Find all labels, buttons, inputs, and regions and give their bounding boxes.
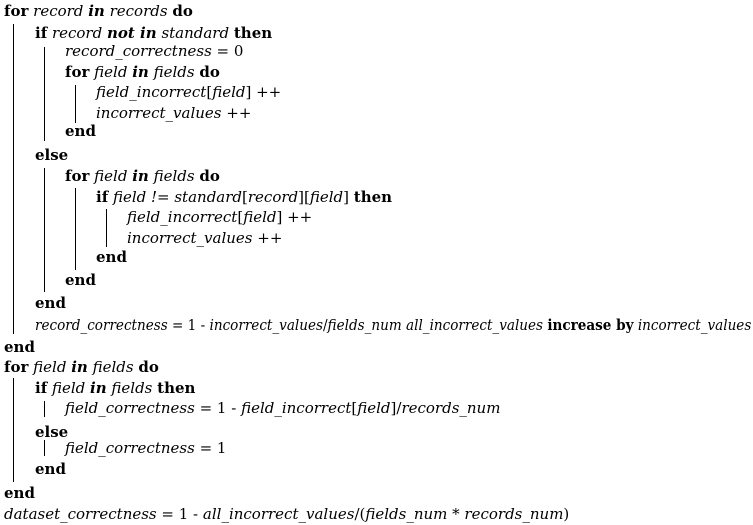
variable: field_incorrect: [241, 399, 352, 417]
block-bar-for-field-1: [75, 85, 76, 123]
operator-text: = 1: [194, 439, 227, 457]
variable: field: [94, 167, 128, 185]
variable: fields_num: [365, 505, 448, 523]
block-bar-if-field-2: [44, 401, 45, 417]
operator-text: ++: [252, 229, 283, 247]
algo-line: [65, 121, 96, 141]
algo-line: [65, 62, 220, 82]
keyword: then: [233, 24, 273, 42]
operator-text: ): [563, 505, 570, 523]
keyword: if: [35, 24, 48, 42]
block-bar-for-field-2: [75, 188, 76, 270]
variable: fields: [153, 63, 195, 81]
variable: fields: [153, 167, 195, 185]
operator-text: = 1 -: [194, 399, 242, 417]
keyword: do: [199, 167, 220, 185]
keyword: not in: [106, 24, 157, 42]
block-bar-else-2: [44, 440, 45, 456]
variable: incorrect_values: [209, 316, 323, 334]
block-bar-if-record: [44, 47, 45, 141]
operator-text: /: [322, 316, 328, 334]
variable: field: [243, 208, 277, 226]
keyword: then: [157, 379, 196, 397]
block-bar-if-field: [106, 209, 107, 247]
keyword: in: [132, 167, 149, 185]
keyword: end: [65, 122, 96, 140]
algo-line: [35, 23, 272, 43]
keyword: end: [35, 294, 66, 312]
keyword: increase by: [547, 316, 634, 334]
algo-line: [96, 187, 392, 207]
variable: field: [112, 188, 147, 206]
keyword: do: [138, 358, 159, 376]
variable: record_correctness: [35, 316, 168, 334]
algo-line: [4, 1, 193, 21]
operator-text: ]/: [390, 399, 402, 417]
operator-text: = 0: [211, 42, 244, 60]
variable: records_num: [401, 399, 501, 417]
keyword: do: [199, 63, 220, 81]
algo-line: [65, 41, 243, 61]
variable: record: [247, 188, 299, 206]
operator-text: ++: [221, 104, 252, 122]
algo-line: [35, 293, 66, 313]
variable: field: [309, 188, 344, 206]
algo-line: [65, 398, 500, 418]
algo-line: [127, 228, 282, 248]
keyword: if: [35, 379, 48, 397]
variable: records: [109, 2, 168, 20]
keyword: end: [4, 484, 35, 502]
algo-line: [35, 422, 68, 442]
block-bar-else: [44, 168, 45, 292]
operator-text: [: [237, 208, 244, 226]
keyword: for: [4, 2, 29, 20]
algo-line: [35, 378, 195, 398]
keyword: else: [35, 146, 69, 164]
variable: field_correctness: [65, 439, 195, 457]
block-bar-for-field-3: [13, 378, 14, 482]
variable: incorrect_values: [637, 316, 752, 334]
variable: standard: [174, 188, 243, 206]
keyword: else: [35, 423, 69, 441]
operator-text: /(: [354, 505, 366, 523]
algo-line: [65, 270, 96, 290]
variable: records_num: [464, 505, 564, 523]
algo-line: [127, 207, 312, 227]
variable: fields_num: [327, 316, 402, 334]
keyword: end: [96, 248, 127, 266]
algo-line: [4, 483, 35, 503]
variable: all_incorrect_values: [406, 316, 544, 334]
keyword: do: [172, 2, 193, 20]
keyword: for: [4, 358, 29, 376]
operator-text: = 1 -: [156, 505, 203, 523]
variable: !=: [146, 188, 175, 206]
keyword: then: [353, 188, 393, 206]
variable: standard: [161, 24, 230, 42]
keyword: for: [65, 63, 90, 81]
variable: fields: [111, 379, 153, 397]
algo-line: [4, 337, 35, 357]
algo-line: [35, 145, 68, 165]
variable: field_incorrect: [96, 83, 207, 101]
keyword: end: [4, 338, 35, 356]
algo-line: [96, 247, 127, 267]
algo-line: [65, 166, 220, 186]
keyword: end: [65, 271, 96, 289]
keyword: in: [90, 379, 107, 397]
keyword: in: [88, 2, 105, 20]
operator-text: ] ++: [245, 83, 282, 101]
variable: field: [357, 399, 391, 417]
algo-line: [35, 459, 66, 479]
keyword: if: [96, 188, 109, 206]
algo-line: [96, 82, 281, 102]
algo-line: [65, 438, 226, 458]
algo-line: [4, 357, 159, 377]
variable: field: [33, 358, 67, 376]
variable: dataset_correctness: [4, 505, 157, 523]
algo-line: [4, 504, 569, 524]
variable: record: [33, 2, 84, 20]
keyword: for: [65, 167, 90, 185]
variable: incorrect_values: [96, 104, 222, 122]
variable: field: [94, 63, 128, 81]
operator-text: ] ++: [276, 208, 313, 226]
operator-text: [: [206, 83, 213, 101]
variable: record_correctness: [65, 42, 212, 60]
keyword: in: [71, 358, 88, 376]
operator-text: [: [242, 188, 248, 206]
variable: field: [212, 83, 246, 101]
variable: incorrect_values: [127, 229, 253, 247]
operator-text: = 1 -: [167, 316, 210, 334]
variable: field_incorrect: [127, 208, 238, 226]
algo-line: [96, 103, 251, 123]
operator-text: *: [447, 505, 465, 523]
algo-line: [35, 315, 751, 335]
keyword: in: [132, 63, 149, 81]
operator-text: ]: [343, 188, 349, 206]
operator-text: ][: [298, 188, 310, 206]
variable: all_incorrect_values: [202, 505, 355, 523]
variable: field_correctness: [65, 399, 195, 417]
keyword: end: [35, 460, 66, 478]
variable: field: [51, 379, 86, 397]
operator-text: [: [351, 399, 358, 417]
variable: record: [51, 24, 103, 42]
variable: fields: [92, 358, 134, 376]
block-bar-outer-for: [13, 24, 14, 334]
